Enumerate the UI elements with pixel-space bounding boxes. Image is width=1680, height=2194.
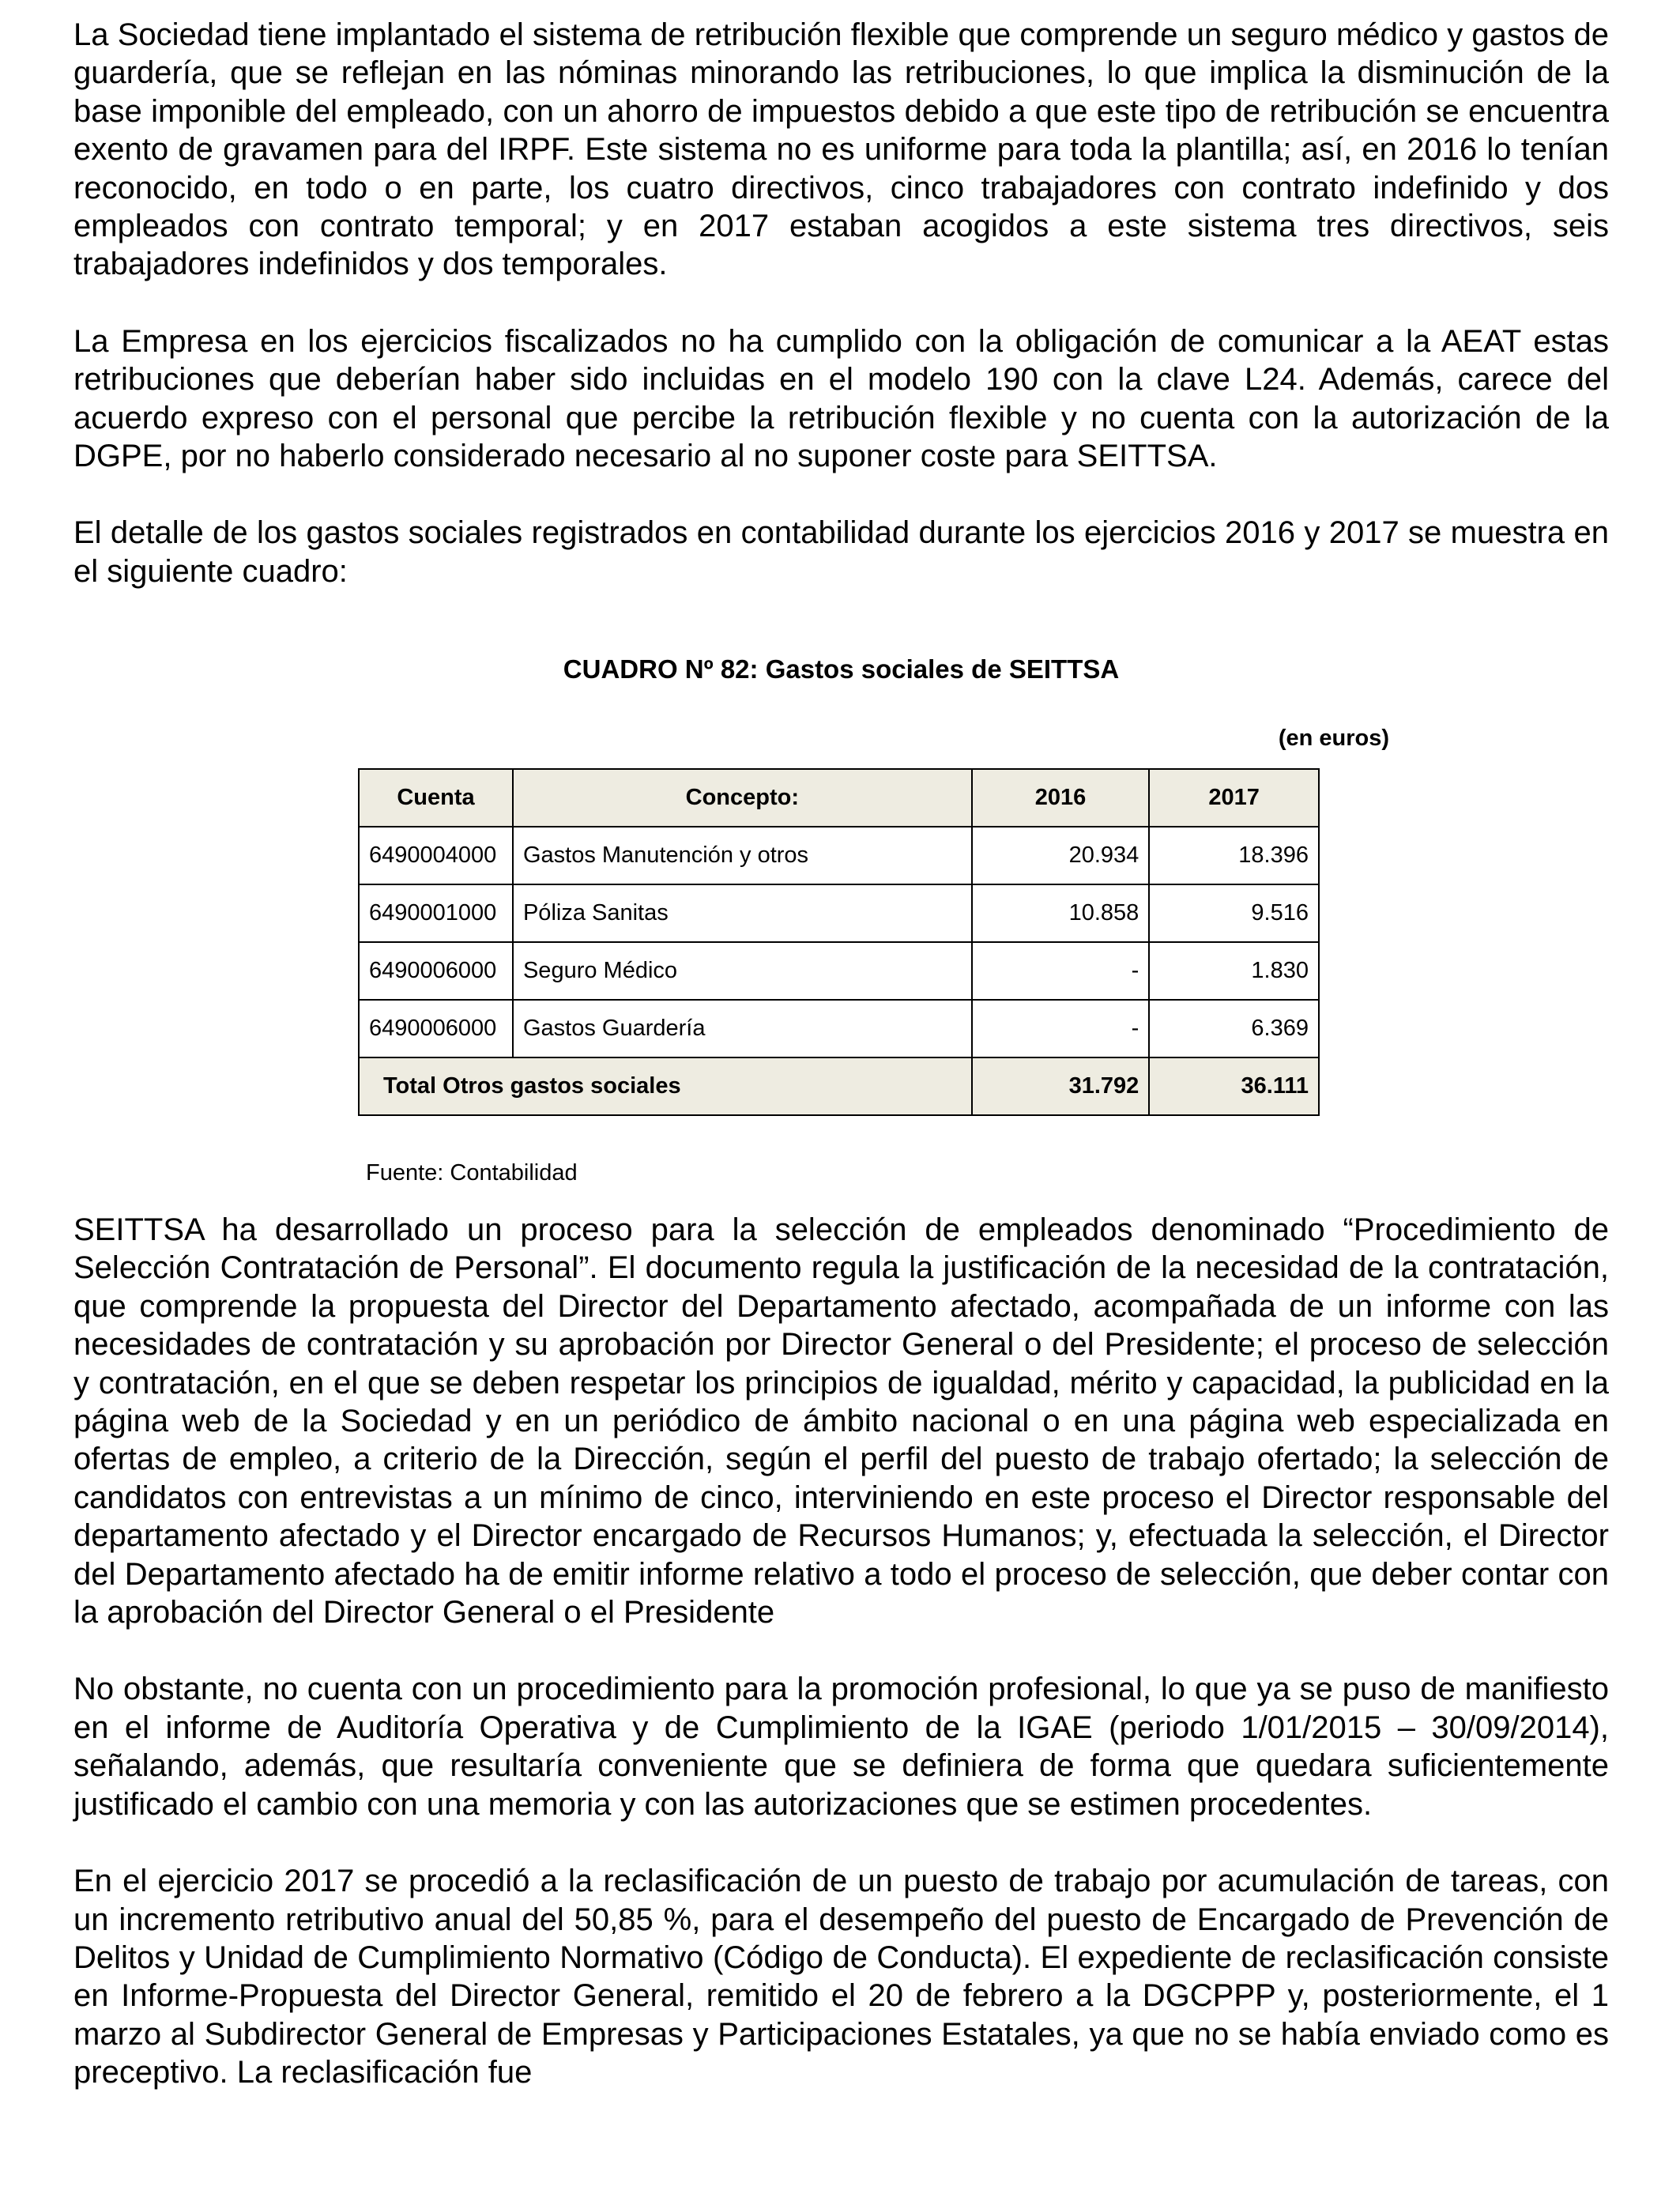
cell-2016: - bbox=[972, 1000, 1150, 1057]
table-row bbox=[359, 827, 1319, 884]
header-cuenta: Cuenta bbox=[359, 769, 513, 827]
table-row bbox=[359, 1000, 1319, 1057]
table-title: CUADRO Nº 82: Gastos sociales de SEITTSA bbox=[563, 654, 1120, 684]
cell-2016: - bbox=[972, 942, 1150, 1000]
cell-2016: 10.858 bbox=[972, 884, 1150, 942]
header-2016: 2016 bbox=[972, 769, 1150, 827]
total-2017: 36.111 bbox=[1149, 1057, 1319, 1115]
cell-cuenta: 6490004000 bbox=[359, 827, 513, 884]
paragraph-aeat-obligacion: La Empresa en los ejercicios fiscalizados no ha cumplido con la obligación de comunicar a la AEAT estas retribuciones que deberían haber sido incluidas en el modelo 190 con la clave L24. Además, carece del acuerdo expreso con el personal que percibe la retribución flexible y no cuenta con la autorización de la DGPE, por no haberlo considerado necesario al no suponer coste para SEITTSA. bbox=[73, 323, 1609, 474]
cell-cuenta: 6490001000 bbox=[359, 884, 513, 942]
cell-cuenta: 6490006000 bbox=[359, 1000, 513, 1057]
total-2016: 31.792 bbox=[972, 1057, 1150, 1115]
table-source: Fuente: Contabilidad bbox=[366, 1160, 578, 1186]
paragraph-retribucion-flexible: La Sociedad tiene implantado el sistema de retribución flexible que comprende un seguro médico y gastos de guardería, que se reflejan en las nóminas minorando las retribuciones, lo que implica la disminución de la base imponible del empleado, con un ahorro de impuestos debido a que este tipo de retribución se encuentra exento de gravamen para del IRPF. Este sistema no es uniforme para toda la plantilla; así, en 2016 lo tenían reconocido, en todo o en parte, los cuatro directivos, cinco trabajadores con contrato indefinido y dos empleados con contrato temporal; y en 2017 estaban acogidos a este sistema tres directivos, seis trabajadores indefinidos y dos temporales. bbox=[73, 17, 1609, 282]
paragraph-detalle-gastos: El detalle de los gastos sociales registrados en contabilidad durante los ejercicios 2016 y 2017 se muestra en el siguiente cuadro: bbox=[73, 515, 1609, 589]
document-page bbox=[73, 16, 1609, 2090]
cell-2017: 9.516 bbox=[1149, 884, 1319, 942]
cell-2017: 1.830 bbox=[1149, 942, 1319, 1000]
paragraph-promocion-profesional: No obstante, no cuenta con un procedimiento para la promoción profesional, lo que ya se puso de manifiesto en el informe de Auditoría Operativa y de Cumplimiento de la IGAE (periodo 1/01/2015 – 30/09/2014), señalando, además, que resultaría conveniente que se definiera de forma que quedara suficientemente justificado el cambio con una memoria y con las autorizaciones que se estimen procedentes. bbox=[73, 1672, 1609, 1822]
cell-concepto: Póliza Sanitas bbox=[513, 884, 972, 942]
paragraph-reclasificacion: En el ejercicio 2017 se procedió a la reclasificación de un puesto de trabajo por acumulación de tareas, con un incremento retributivo anual del 50,85 %, para el desempeño del puesto de Encargado de Prevención de Delitos y Unidad de Cumplimiento Normativo (Código de Conducta). El expediente de reclasificación consiste en Informe-Propuesta del Director General, remitido el 20 de febrero a la DGCPPP y, posteriormente, el 1 marzo al Subdirector General de Empresas y Participaciones Estatales, ya que no se había enviado como es preceptivo. La reclasificación fue bbox=[73, 1864, 1609, 2090]
table-units: (en euros) bbox=[1278, 726, 1389, 751]
gastos-sociales-table bbox=[358, 768, 1320, 1116]
cell-2017: 6.369 bbox=[1149, 1000, 1319, 1057]
header-2017: 2017 bbox=[1149, 769, 1319, 827]
cell-2016: 20.934 bbox=[972, 827, 1150, 884]
cell-cuenta: 6490006000 bbox=[359, 942, 513, 1000]
paragraph-procedimiento-seleccion: SEITTSA ha desarrollado un proceso para la selección de empleados denominado “Procedimiento de Selección Contratación de Personal”. El documento regula la justificación de la necesidad de la contratación, que comprende la propuesta del Director del Departamento afectado, acompañada de un informe con las necesidades de contratación y su aprobación por Director General o del Presidente; el proceso de selección y contratación, en el que se deben respetar los principios de igualdad, mérito y capacidad, la publicidad en la página web de la Sociedad y en un periódico de ámbito nacional o en una página web especializada en ofertas de empleo, a criterio de la Dirección, según el perfil del puesto de trabajo ofertado; la selección de candidatos con entrevistas a un mínimo de cinco, interviniendo en este proceso el Director responsable del departamento afectado y el Director encargado de Recursos Humanos; y, efectuada la selección, el Director del Departamento afectado ha de emitir informe relativo a todo el proceso de selección, que deber contar con la aprobación del Director General o el Presidente bbox=[73, 1212, 1609, 1630]
table-row bbox=[359, 884, 1319, 942]
cell-concepto: Gastos Manutención y otros bbox=[513, 827, 972, 884]
table-header-row bbox=[359, 769, 1319, 827]
table-total-row bbox=[359, 1057, 1319, 1115]
lower-section bbox=[73, 1211, 1609, 2092]
table-row bbox=[359, 942, 1319, 1000]
total-label: Total Otros gastos sociales bbox=[359, 1057, 972, 1115]
header-concepto: Concepto: bbox=[513, 769, 972, 827]
cell-concepto: Seguro Médico bbox=[513, 942, 972, 1000]
cell-2017: 18.396 bbox=[1149, 827, 1319, 884]
cell-concepto: Gastos Guardería bbox=[513, 1000, 972, 1057]
